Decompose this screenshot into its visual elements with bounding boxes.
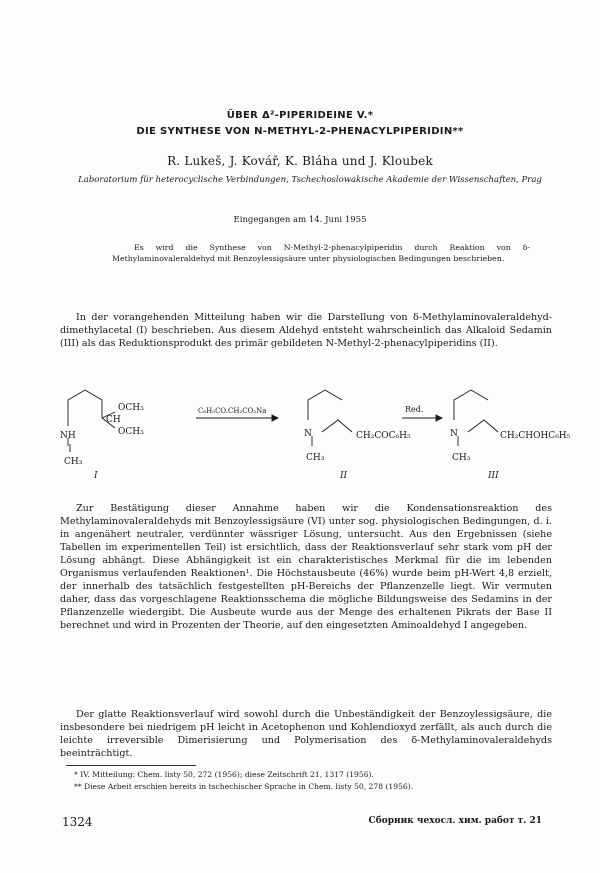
structure-II-n: N [304,429,312,439]
received-date: Eingegangen am 14. Juni 1955 [233,215,367,225]
body-paragraph-2: Zur Bestätigung dieser Annahme haben wir die Kondensationsreaktion des Methylaminovaleraldehyds mit Benzoylessigsäure (VI) unter sog. physiologischen Bedingungen, d. i. in angenähert neutraler, verdünnter wässriger Lösung, untersucht. Aus den Ergebnissen (siehe Tabellen im experimentellen Teil) ist ersichtlich, dass der Reaktionsverlauf sehr stark vom pH der Lösung abhängt. Diese Abhängigkeit ist ein charakteristisches Merkmal für die im lebenden Organismus verlaufenden Reaktionen¹. Die Höchstausbeute (46%) wurde beim pH-Wert 4,8 erzielt, der innerhalb des tatsächlich festgestellten pH-Bereichs der Pflanzenzelle liegt. Wir vermuten daher, dass das vorgeschlagene Reaktionsschema die mögliche Bildungsweise des Sedamins in der Pflanzenzelle wiedergibt. Die Ausbeute wurde aus der Menge des erhaltenen Pikrats der Base II berechnet und wird in Prozenten der Theorie, auf den eingesetzten Aminoaldehyd I angegeben. [60,503,552,631]
footnote-2: ** Diese Arbeit erschien bereits in tschechischer Sprache in Chem. listy 50, 278 (1956). [74,782,414,791]
abstract: Es wird die Synthese von N-Methyl-2-phenacylpiperidin durch Reaktion von δ-Methylaminovaleraldehyd mit Benzoylessigsäure unter physiologischen Bedingungen beschrieben. [112,243,530,263]
structure-I-ch: CH [106,415,121,425]
structure-I-och3-top: OCH₃ [118,403,144,413]
reaction-arrow-1 [196,415,278,421]
footnotes [60,769,552,793]
body-paragraph-3: Der glatte Reaktionsverlauf wird sowohl durch die Unbeständigkeit der Benzoylessigsäure, die insbesondere bei niedrigem pH leicht in Acetophenon und Kohlendioxyd zerfällt, als auch durch die leichte irreversible Dimerisierung und Polymerisation des δ-Methylaminovaleraldehyds beeinträchtigt. [60,709,552,759]
structure-I-och3-bottom: OCH₃ [118,427,144,437]
journal-reference: Сборник чехосл. хим. работ т. 21 [368,816,542,826]
body-paragraph-1: In der vorangehenden Mitteilung haben wir die Darstellung von δ-Methylaminovaleraldehyd-dimethylacetal (I) beschrieben. Aus diesem Aldehyd entsteht wahrscheinlich das Alkaloid Sedamin (III) als das Reduktionsprodukt des primär gebildeten N-Methyl-2-phenacylpiperidins (II). [60,312,552,349]
footnote-1: * IV. Mitteilung: Chem. listy 50, 272 (1956); diese Zeitschrift 21, 1317 (1956). [74,770,374,779]
structure-III-side-chain: CH₂CHOHC₆H₅ [500,431,571,441]
structure-III-ch3: CH₃ [452,453,471,463]
structure-I-nh: NH [60,431,76,441]
reduction-label: Red. [405,405,424,414]
footnote-divider [66,765,196,766]
structure-III-bonds [454,390,498,446]
structure-II-bonds [308,390,352,446]
reaction-scheme [40,380,571,481]
structure-III-n: N [450,429,458,439]
structure-II-ch3: CH₃ [306,453,325,463]
label-III: III [488,471,499,481]
structure-II-side-chain: CH₂COC₆H₅ [356,431,411,441]
label-I: I [94,471,98,481]
reaction-arrow-2 [402,415,442,421]
authors: R. Lukeš, J. Kovář, K. Bláha und J. Kloubek [167,154,433,168]
label-II: II [340,471,348,481]
paper-title-line-2: DIE SYNTHESE VON N-METHYL-2-PHENACYLPIPERIDIN** [136,126,464,137]
page-number: 1324 [62,815,93,829]
reagent-label: C₆H₅CO.CH₂CO₂Na [198,407,267,415]
paper-title-line-1: ÜBER Δ²-PIPERIDEINE V.* [226,110,374,121]
structure-I-ch3: CH₃ [64,457,83,467]
affiliation: Laboratorium für heterocyclische Verbindungen, Tschechoslowakische Akademie der Wissenschaften, Prag [78,175,542,185]
